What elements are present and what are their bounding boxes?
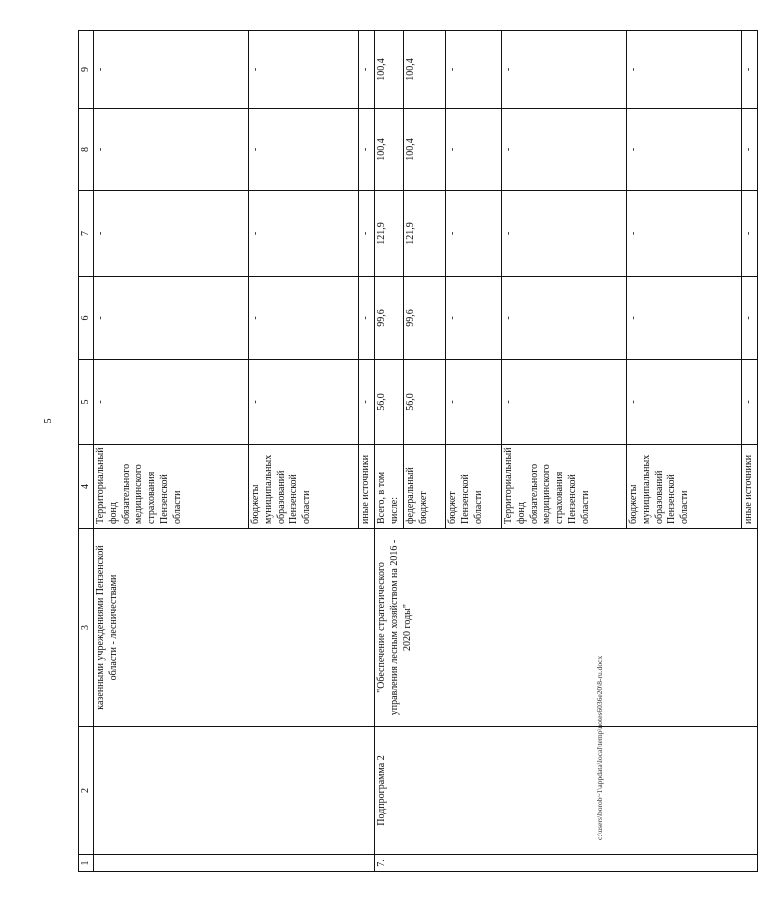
value-cell: 56,0: [375, 360, 404, 445]
value-cell: -: [446, 277, 502, 360]
column-number: 4: [79, 445, 94, 529]
value-cell: -: [742, 31, 758, 109]
measure-description-cell: "Обеспечение стратегического управления лесным хозяйством на 2016 - 2020 годы": [375, 529, 758, 727]
row-number-cell: 7.: [375, 855, 758, 872]
value-cell: -: [446, 31, 502, 109]
funding-source-cell: Территориальный фонд обязательного медицинского страхования Пензенской области: [94, 445, 249, 529]
value-cell: -: [627, 109, 742, 191]
funding-source-cell: бюджет Пензенской области: [446, 445, 502, 529]
value-cell: -: [627, 360, 742, 445]
value-cell: -: [742, 109, 758, 191]
value-cell: -: [627, 277, 742, 360]
value-cell: -: [249, 109, 359, 191]
funding-source-cell: иные источники: [359, 445, 375, 529]
measure-description-cell: казенными учреждениями Пензенской области - лесничествами: [94, 529, 375, 727]
value-cell: 100,4: [375, 109, 404, 191]
value-cell: -: [502, 191, 627, 277]
program-name-cell: Подпрограмма 2: [375, 727, 758, 855]
value-cell: -: [94, 191, 249, 277]
value-cell: -: [359, 109, 375, 191]
value-cell: -: [446, 109, 502, 191]
column-number: 5: [79, 360, 94, 445]
value-cell: -: [359, 360, 375, 445]
value-cell: -: [502, 360, 627, 445]
value-cell: -: [446, 360, 502, 445]
funding-source-cell: иные источники: [742, 445, 758, 529]
program-name-cell: [94, 727, 375, 855]
value-cell: 56,0: [404, 360, 446, 445]
table-row: [94, 31, 249, 872]
value-cell: -: [359, 191, 375, 277]
value-cell: -: [94, 31, 249, 109]
value-cell: 100,4: [404, 31, 446, 109]
funding-source-cell: бюджеты муниципальных образований Пензенской области: [249, 445, 359, 529]
row-number-cell: [94, 855, 375, 872]
column-number: 2: [79, 727, 94, 855]
value-cell: -: [502, 109, 627, 191]
value-cell: 121,9: [404, 191, 446, 277]
column-number: 8: [79, 109, 94, 191]
value-cell: -: [94, 109, 249, 191]
column-number: 3: [79, 529, 94, 727]
funding-source-cell: федеральный бюджет: [404, 445, 446, 529]
value-cell: 99,6: [375, 277, 404, 360]
value-cell: -: [249, 191, 359, 277]
value-cell: -: [742, 360, 758, 445]
value-cell: -: [249, 277, 359, 360]
funding-source-cell: Всего, в том числе:: [375, 445, 404, 529]
column-number: 6: [79, 277, 94, 360]
value-cell: -: [446, 191, 502, 277]
value-cell: 99,6: [404, 277, 446, 360]
file-path-footer: c:\users\borob~1\appdata\local\temp\notes6036e20\8-ru.docx: [595, 655, 604, 840]
value-cell: 121,9: [375, 191, 404, 277]
column-number: 1: [79, 855, 94, 872]
value-cell: -: [359, 31, 375, 109]
funding-source-cell: бюджеты муниципальных образований Пензенской области: [627, 445, 742, 529]
value-cell: -: [742, 277, 758, 360]
value-cell: -: [94, 277, 249, 360]
value-cell: 100,4: [404, 109, 446, 191]
page-number: 5: [43, 418, 54, 424]
financing-table: [78, 30, 758, 872]
value-cell: -: [502, 277, 627, 360]
value-cell: -: [249, 360, 359, 445]
column-number: 7: [79, 191, 94, 277]
value-cell: 100,4: [375, 31, 404, 109]
column-number: 9: [79, 31, 94, 109]
funding-source-cell: Территориальный фонд обязательного медицинского страхования Пензенской области: [502, 445, 627, 529]
value-cell: -: [742, 191, 758, 277]
value-cell: -: [249, 31, 359, 109]
table-row: [375, 31, 404, 872]
value-cell: -: [94, 360, 249, 445]
value-cell: -: [627, 31, 742, 109]
value-cell: -: [359, 277, 375, 360]
column-number-row: [79, 31, 94, 872]
value-cell: -: [627, 191, 742, 277]
value-cell: -: [502, 31, 627, 109]
